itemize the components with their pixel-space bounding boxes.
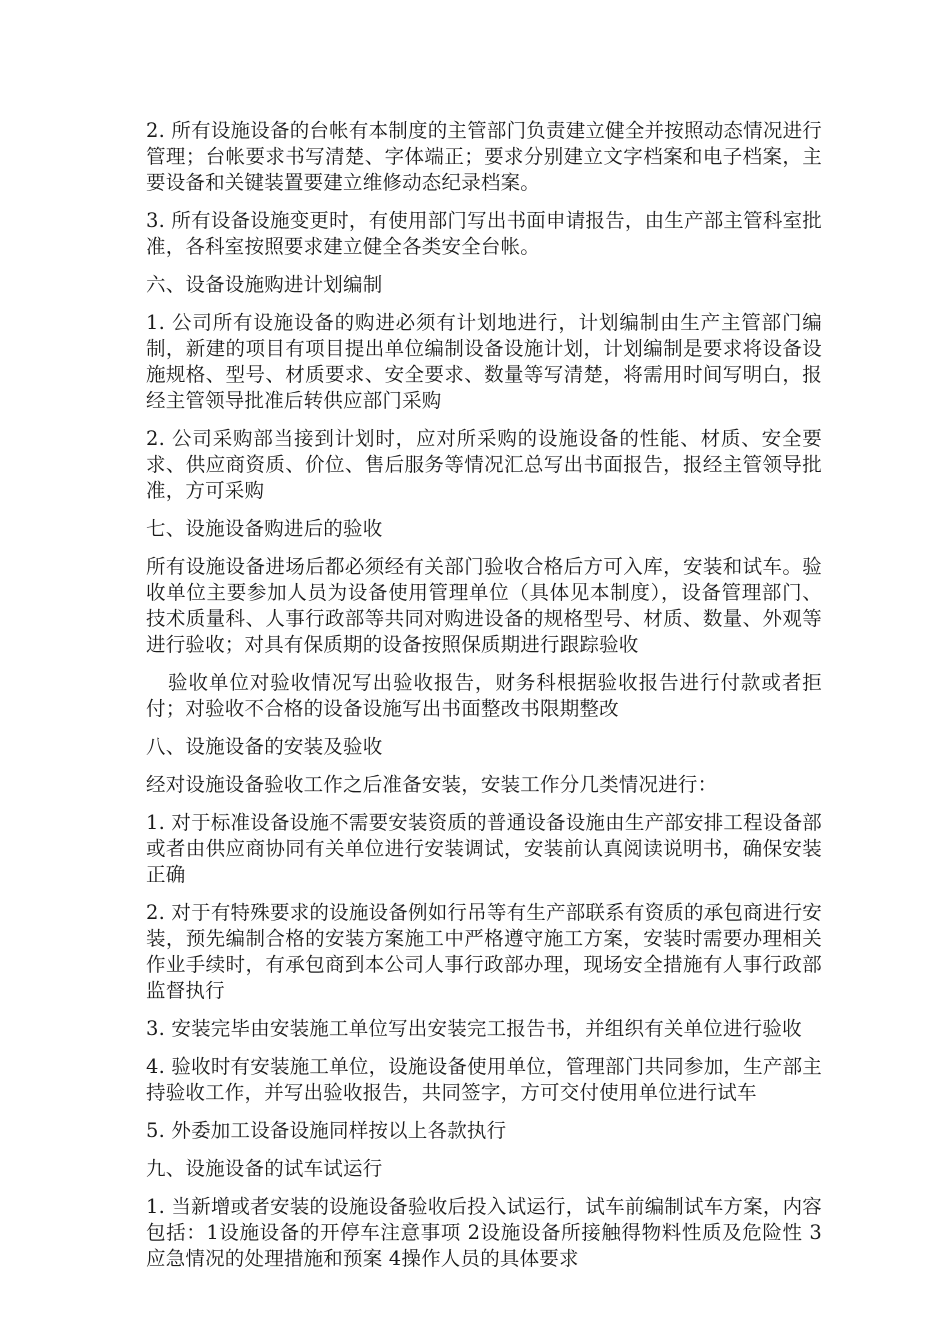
section-heading-7: 七、设施设备购进后的验收	[146, 517, 383, 540]
paragraph-trial-run: 1. 当新增或者安装的设施设备验收后投入试运行，试车前编制试车方案，内容包括：1设施设备的开停车注意事项 2设施设备所接触得物料性质及危险性 3应急情况的处理措施和预案 4操作人员的具体要求	[146, 1195, 822, 1270]
paragraph-acceptance-report: 验收单位对验收情况写出验收报告，财务科根据验收报告进行付款或者拒付；对验收不合格的设备设施写出书面整改书限期整改	[146, 671, 822, 720]
paragraph-outsourced: 5. 外委加工设备设施同样按以上各款执行	[146, 1119, 507, 1142]
paragraph-joint-acceptance: 4. 验收时有安装施工单位，设施设备使用单位，管理部门共同参加，生产部主持验收工作，并写出验收报告，共同签字，方可交付使用单位进行试车	[146, 1055, 822, 1104]
paragraph-completion-report: 3. 安装完毕由安装施工单位写出安装完工报告书，并组织有关单位进行验收	[146, 1017, 802, 1040]
paragraph-acceptance: 所有设施设备进场后都必须经有关部门验收合格后方可入库，安装和试车。验收单位主要参加人员为设备使用管理单位（具体见本制度），设备管理部门、技术质量科、人事行政部等共同对购进设备的规格型号、材质、数量、外观等进行验收；对具有保质期的设备按照保质期进行跟踪验收	[146, 555, 822, 656]
document-body	[146, 118, 822, 1284]
section-heading-6: 六、设备设施购进计划编制	[146, 273, 383, 296]
paragraph-purchase-plan: 1. 公司所有设施设备的购进必须有计划地进行，计划编制由生产主管部门编制，新建的项目有项目提出单位编制设备设施计划，计划编制是要求将设备设施规格、型号、材质要求、安全要求、数量等写清楚，将需用时间写明白，报经主管领导批准后转供应部门采购	[146, 311, 822, 412]
paragraph-special-installation: 2. 对于有特殊要求的设施设备例如行吊等有生产部联系有资质的承包商进行安装，预先编制合格的安装方案施工中严格遵守施工方案，安装时需要办理相关作业手续时，有承包商到本公司人事行政部办理，现场安全措施有人事行政部监督执行	[146, 901, 822, 1002]
paragraph-procurement-report: 2. 公司采购部当接到计划时，应对所采购的设施设备的性能、材质、安全要求、供应商资质、价位、售后服务等情况汇总写出书面报告，报经主管领导批准，方可采购	[146, 427, 822, 502]
paragraph-equipment-change: 3. 所有设备设施变更时，有使用部门写出书面申请报告，由生产部主管科室批准，各科室按照要求建立健全各类安全台帐。	[146, 209, 822, 258]
paragraph-ledger-management: 2. 所有设施设备的台帐有本制度的主管部门负责建立健全并按照动态情况进行管理；台帐要求书写清楚、字体端正；要求分别建立文字档案和电子档案，主要设备和关键装置要建立维修动态纪录档案。	[146, 119, 822, 194]
paragraph-standard-installation: 1. 对于标准设备设施不需要安装资质的普通设备设施由生产部安排工程设备部或者由供应商协同有关单位进行安装调试，安装前认真阅读说明书，确保安装正确	[146, 811, 822, 886]
section-heading-8: 八、设施设备的安装及验收	[146, 735, 383, 758]
paragraph-installation-intro: 经对设施设备验收工作之后准备安装，安装工作分几类情况进行：	[146, 773, 718, 796]
section-heading-9: 九、设施设备的试车试运行	[146, 1157, 383, 1180]
